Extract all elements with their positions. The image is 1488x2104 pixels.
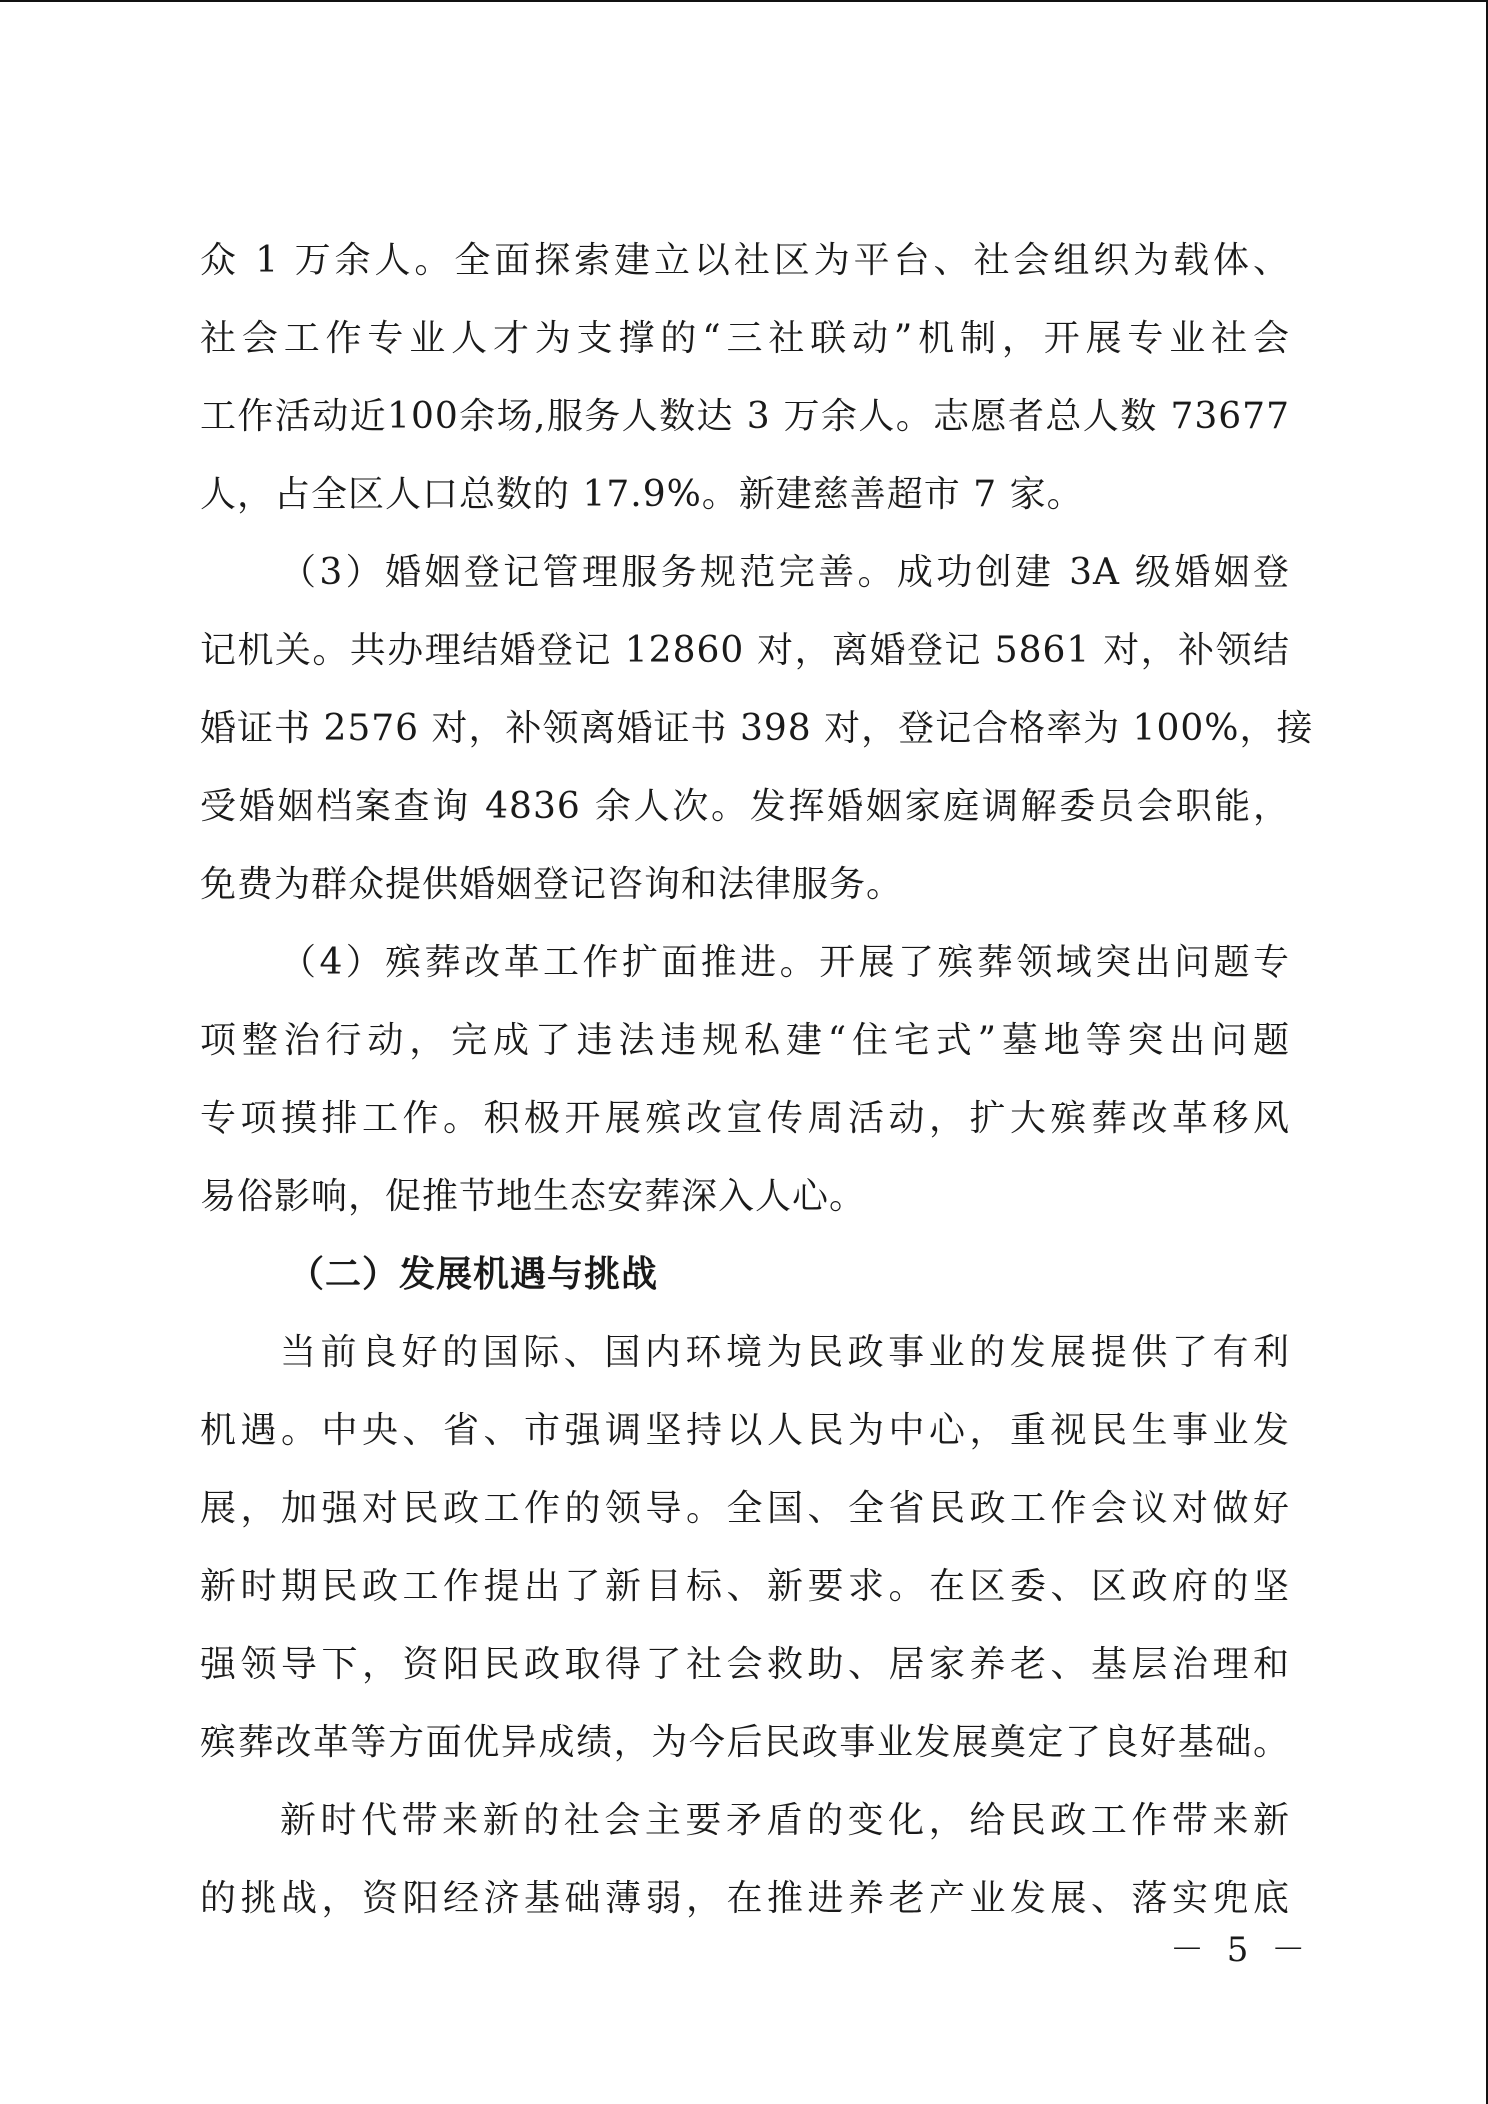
text-line: 展，加强对民政工作的领导。全国、全省民政工作会议对做好 — [200, 1488, 1290, 1529]
text-line: 项整治行动，完成了违法违规私建“住宅式”墓地等突出问题 — [200, 1020, 1290, 1061]
text-line: 人，占全区人口总数的 17.9%。新建慈善超市 7 家。 — [200, 474, 1084, 515]
text-line: 新时期民政工作提出了新目标、新要求。在区委、区政府的坚 — [200, 1566, 1290, 1607]
text-line: 易俗影响，促推节地生态安葬深入人心。 — [200, 1176, 867, 1217]
text-line: 工作活动近100余场,服务人数达 3 万余人。志愿者总人数 73677 — [200, 396, 1290, 437]
text-line: 专项摸排工作。积极开展殡改宣传周活动，扩大殡葬改革移风 — [200, 1098, 1290, 1139]
document-body — [200, 222, 1314, 1938]
text-line: 记机关。共办理结婚登记 12860 对，离婚登记 5861 对，补领结 — [200, 630, 1290, 671]
text-line: 众 1 万余人。全面探索建立以社区为平台、社会组织为载体、 — [200, 240, 1290, 281]
paragraph-start-line: 新时代带来新的社会主要矛盾的变化，给民政工作带来新 — [280, 1800, 1290, 1841]
text-line: 机遇。中央、省、市强调坚持以人民为中心，重视民生事业发 — [200, 1410, 1290, 1451]
text-line: 殡葬改革等方面优异成绩，为今后民政事业发展奠定了良好基础。 — [200, 1722, 1290, 1763]
text-line: 婚证书 2576 对，补领离婚证书 398 对，登记合格率为 100%，接 — [200, 708, 1314, 749]
text-line: 受婚姻档案查询 4836 余人次。发挥婚姻家庭调解委员会职能， — [200, 786, 1290, 827]
text-line: 免费为群众提供婚姻登记咨询和法律服务。 — [200, 864, 904, 905]
paragraph-start-line: （3）婚姻登记管理服务规范完善。成功创建 3A 级婚姻登 — [280, 552, 1290, 593]
paragraph-start-line: 当前良好的国际、国内环境为民政事业的发展提供了有利 — [280, 1332, 1290, 1373]
text-line: 强领导下，资阳民政取得了社会救助、居家养老、基层治理和 — [200, 1644, 1290, 1685]
page-number: － 5 － — [1170, 1930, 1312, 1970]
section-heading: （二）发展机遇与挑战 — [288, 1254, 659, 1295]
text-line: 的挑战，资阳经济基础薄弱，在推进养老产业发展、落实兜底 — [200, 1878, 1290, 1919]
text-line: 社会工作专业人才为支撑的“三社联动”机制，开展专业社会 — [200, 318, 1290, 359]
paragraph-start-line: （4）殡葬改革工作扩面推进。开展了殡葬领域突出问题专 — [280, 942, 1290, 983]
